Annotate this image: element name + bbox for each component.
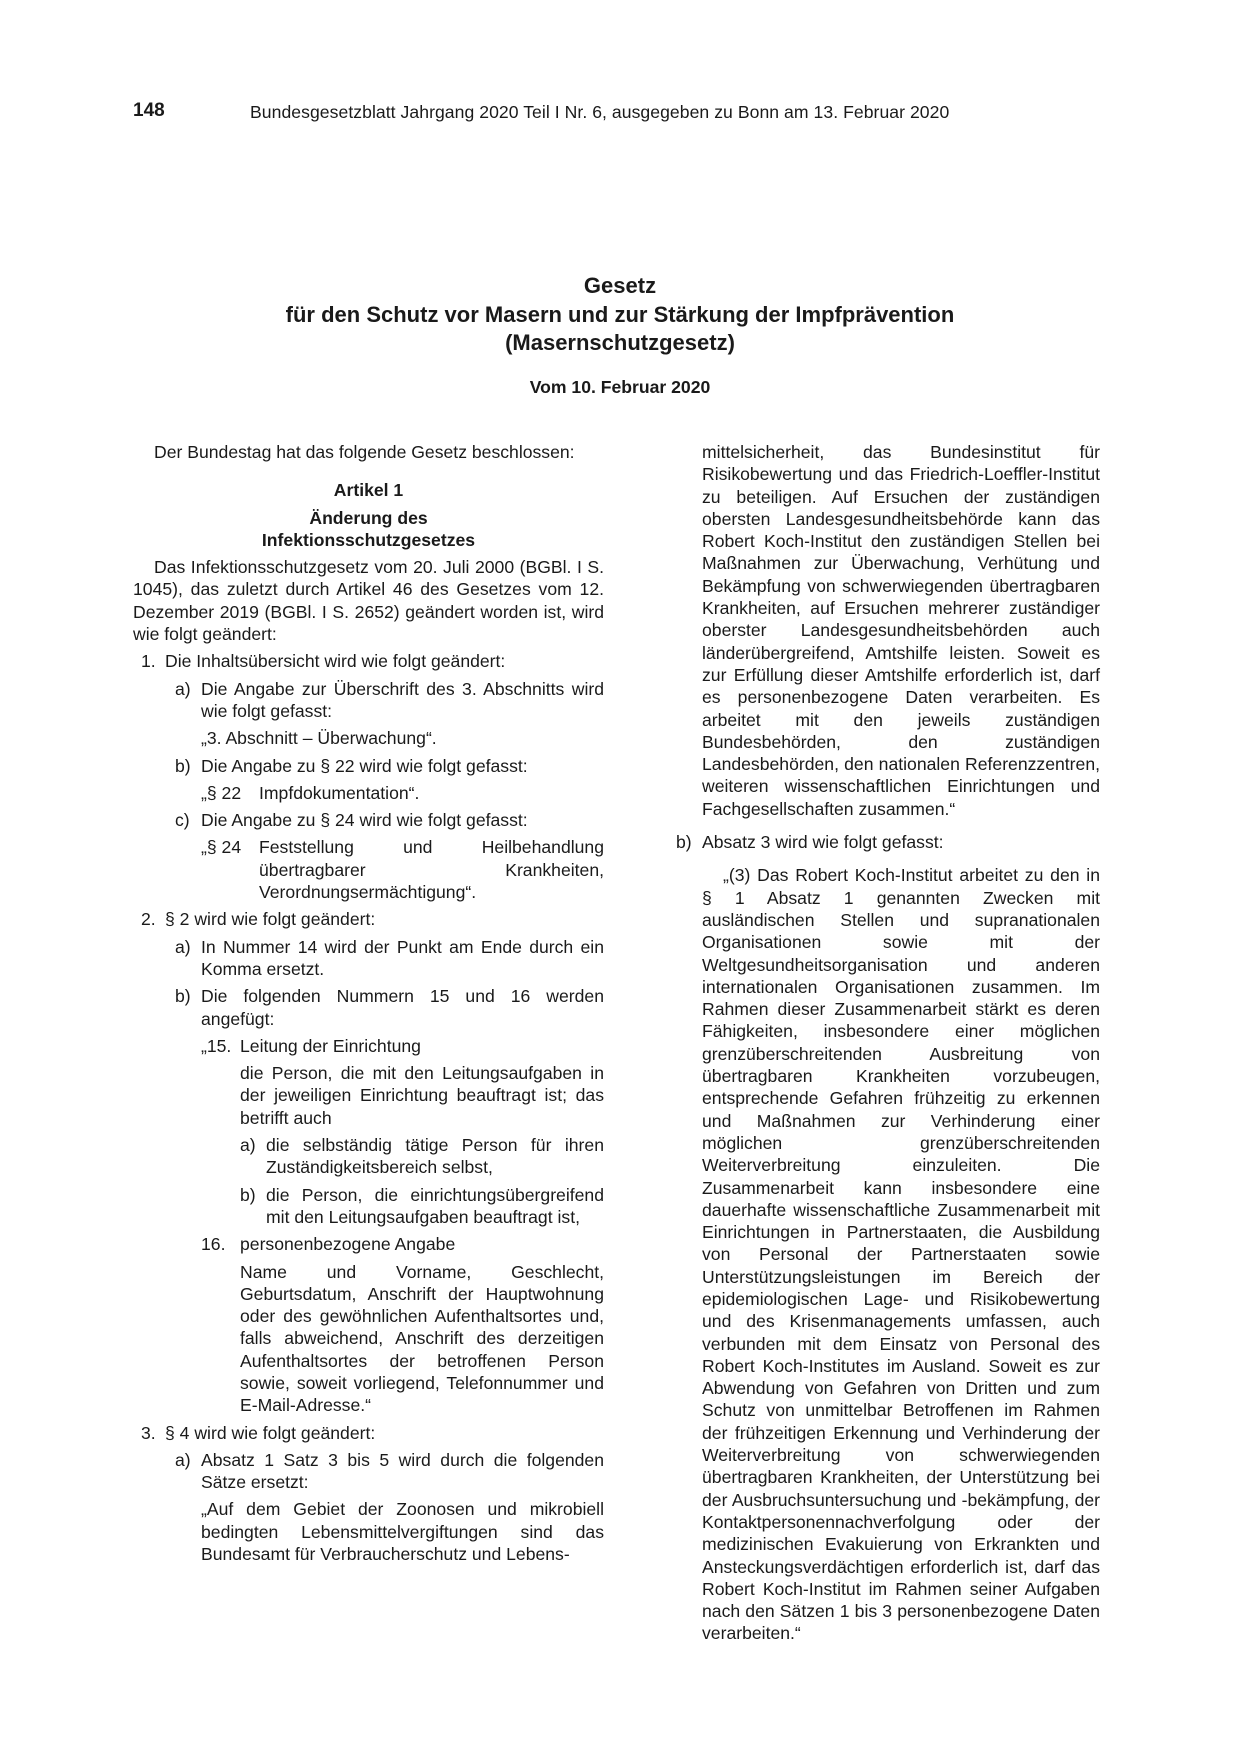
item-letter: a) <box>240 1135 256 1156</box>
page-header <box>133 100 1093 126</box>
item-text: Die Inhaltsübersicht wird wie folgt geändert: <box>165 651 506 672</box>
law-title <box>130 272 1110 358</box>
item-number: 3. <box>141 1422 156 1443</box>
list-item <box>676 831 1100 853</box>
article-intro-paragraph: Das Infektionsschutzgesetz vom 20. Juli 2000 (BGBl. I S. 1045), das zuletzt durch Artikel 46 des Gesetzes vom 12. Dezember 2019 (BGBl. I S. 2652) geändert worden ist, wird wie folgt geändert: <box>133 557 604 645</box>
right-column <box>676 441 1100 1645</box>
running-title: Bundesgesetzblatt Jahrgang 2020 Teil I Nr. 6, ausgegeben zu Bonn am 13. Februar 2020 <box>250 102 950 122</box>
list-item <box>133 1449 604 1494</box>
law-title-line-3: (Masernschutzgesetz) <box>505 330 735 355</box>
quoted-entry <box>133 836 604 903</box>
item-text: In Nummer 14 wird der Punkt am Ende durch ein Komma ersetzt. <box>201 936 604 979</box>
item-text: Absatz 3 wird wie folgt gefasst: <box>702 832 944 853</box>
list-item <box>133 1184 604 1229</box>
item-letter: a) <box>175 1449 191 1470</box>
quoted-entry <box>133 782 604 804</box>
quoted-text: „3. Abschnitt – Überwachung“. <box>201 728 437 749</box>
list-item <box>133 650 604 672</box>
enactment-clause: Der Bundestag hat das folgende Gesetz beschlossen: <box>154 442 575 462</box>
article-title-line-2: Infektionsschutzgesetzes <box>261 529 476 550</box>
law-title-line-1: Gesetz <box>583 273 657 298</box>
article-title-line-1: Änderung des <box>309 507 428 528</box>
article-heading: Artikel 1 <box>333 480 404 501</box>
quoted-entry <box>133 1035 604 1057</box>
definition-text: die Person, die mit den Leitungsaufgaben in der jeweiligen Einrichtung beauftragt ist; das betrifft auch <box>240 1063 604 1128</box>
left-column <box>133 441 604 1565</box>
list-item <box>133 809 604 831</box>
item-text: Die Angabe zur Überschrift des 3. Abschnitts wird wie folgt gefasst: <box>201 678 604 721</box>
item-letter: b) <box>175 755 191 776</box>
list-item <box>133 985 604 1030</box>
quoted-entry-number: „§ 24 <box>201 837 242 858</box>
quoted-paragraph: „(3) Das Robert Koch-Institut arbeitet zu den in § 1 Absatz 1 genannten Zwecken mit ausländischen Stellen und supranationalen Organisationen sowie mit der Weltgesundheitsorganisation und anderen internationalen Organisationen zusammen. Im Rahmen dieser Zusammenarbeit stärkt es deren Fähigkeiten, insbesondere einer möglichen grenzüberschreitenden Ausbreitung von übertragbaren Krankheiten vorzubeugen, entsprechende Gefahren frühzeitig zu erkennen und Maßnahmen zur Verhinderung einer möglichen grenzüberschreitenden Weiterverbreitung einzuleiten. Die Zusammenarbeit kann insbesondere eine dauerhafte wissenschaftliche Zusammenarbeit mit Einrichtungen in Partnerstaaten, die Ausbildung von Personal der Partnerstaaten sowie Unterstützungsleistungen im Bereich der epidemiologischen Lage- und Risikobewertung und des Krisenmanagements umfassen, auch verbunden mit dem Einsatz von Personal des Robert Koch-Institutes im Ausland. Soweit es zur Abwendung von Gefahren von Dritten und zum Schutz von unmittelbar Betroffenen im Rahmen der frühzeitigen Erkennung und Verhinderung der Weiterverbreitung von schwerwiegenden übertragbaren Krankheiten, der Unterstützung bei der Ausbruchsuntersuchung und -bekämpfung, der Kontaktpersonennachverfolgung oder der medizinischen Evakuierung von Erkrankten und Ansteckungsverdächtigen erforderlich ist, darf das Robert Koch-Institut im Rahmen seiner Aufgaben nach den Sätzen 1 bis 3 personenbezogene Daten verarbeiten.“ <box>702 865 1100 1644</box>
list-item <box>133 1422 604 1444</box>
item-number: 2. <box>141 909 156 930</box>
page-number: 148 <box>133 100 165 121</box>
item-letter: c) <box>175 810 190 831</box>
quoted-entry <box>133 1233 604 1255</box>
list-item <box>133 936 604 981</box>
item-text: die Person, die einrichtungsübergreifend mit den Leitungsaufgaben beauftragt ist, <box>266 1184 604 1227</box>
law-title-line-2: für den Schutz vor Masern und zur Stärkung der Impfprävention <box>285 301 955 327</box>
item-letter: b) <box>175 986 191 1007</box>
quoted-entry-text: Leitung der Einrichtung <box>240 1035 421 1056</box>
item-text: Absatz 1 Satz 3 bis 5 wird durch die folgenden Sätze ersetzt: <box>201 1449 604 1493</box>
list-item <box>133 678 604 723</box>
quoted-entry-number: „§ 22 <box>201 782 242 803</box>
list-item <box>133 1134 604 1179</box>
quoted-entry-text: Impfdokumentation“. <box>259 782 420 803</box>
quoted-entry-text: personenbezogene Angabe <box>240 1234 456 1255</box>
definition-text: Name und Vorname, Geschlecht, Geburtsdatum, Anschrift der Hauptwohnung oder des gewöhnlichen Aufenthaltsortes und, falls abweichend, Anschrift des derzeitigen Aufenthaltsortes der betroffenen Person sowie, soweit vorliegend, Telefonnummer und E-Mail-Adresse.“ <box>240 1261 604 1416</box>
quoted-text-continued: mittelsicherheit, das Bundesinstitut für Risikobewertung und das Friedrich-Loeffler-Institut zu beteiligen. Auf Ersuchen der zuständigen obersten Landesgesundheitsbehörde kann das Robert Koch-Institut den zuständigen Stellen bei Maßnahmen zur Überwachung, Verhütung und Bekämpfung von schwerwiegenden übertragbaren Krankheiten, auf Ersuchen mehrerer zuständiger oberster Landesgesundheitsbehörden auch länderübergreifend, Amtshilfe leisten. Soweit es zur Erfüllung dieser Amtshilfe erforderlich ist, darf es personenbezogene Daten verarbeiten. Es arbeitet mit den jeweils zuständigen Bundesbehörden, den zuständigen Landesbehörden, den nationalen Referenzzentren, weiteren wissenschaftlichen Einrichtungen und Fachgesellschaften zusammen.“ <box>702 442 1100 819</box>
item-text: § 2 wird wie folgt geändert: <box>165 909 376 930</box>
quoted-text: „Auf dem Gebiet der Zoonosen und mikrobiell bedingten Lebensmittelvergiftungen sind das Bundesamt für Verbraucherschutz und Lebens- <box>201 1499 604 1565</box>
item-text: Die folgenden Nummern 15 und 16 werden angefügt: <box>201 986 604 1029</box>
quoted-entry-text: Feststellung und Heilbehandlung übertragbarer Krankheiten, Verordnungsermächtigung“. <box>259 837 604 903</box>
item-text: Die Angabe zu § 22 wird wie folgt gefasst: <box>201 755 528 776</box>
item-text: Die Angabe zu § 24 wird wie folgt gefasst: <box>201 810 528 831</box>
item-number: 1. <box>141 651 156 672</box>
quoted-entry-number: „15. <box>201 1035 232 1056</box>
item-letter: b) <box>676 832 692 853</box>
item-text: § 4 wird wie folgt geändert: <box>165 1422 376 1443</box>
item-letter: a) <box>175 678 191 699</box>
item-letter: a) <box>175 936 191 957</box>
law-date: Vom 10. Februar 2020 <box>529 377 711 397</box>
list-item <box>133 755 604 777</box>
quoted-entry-number: 16. <box>201 1234 226 1255</box>
list-item <box>133 908 604 930</box>
item-letter: b) <box>240 1184 256 1205</box>
item-text: die selbständig tätige Person für ihren Zuständigkeitsbereich selbst, <box>266 1135 604 1178</box>
